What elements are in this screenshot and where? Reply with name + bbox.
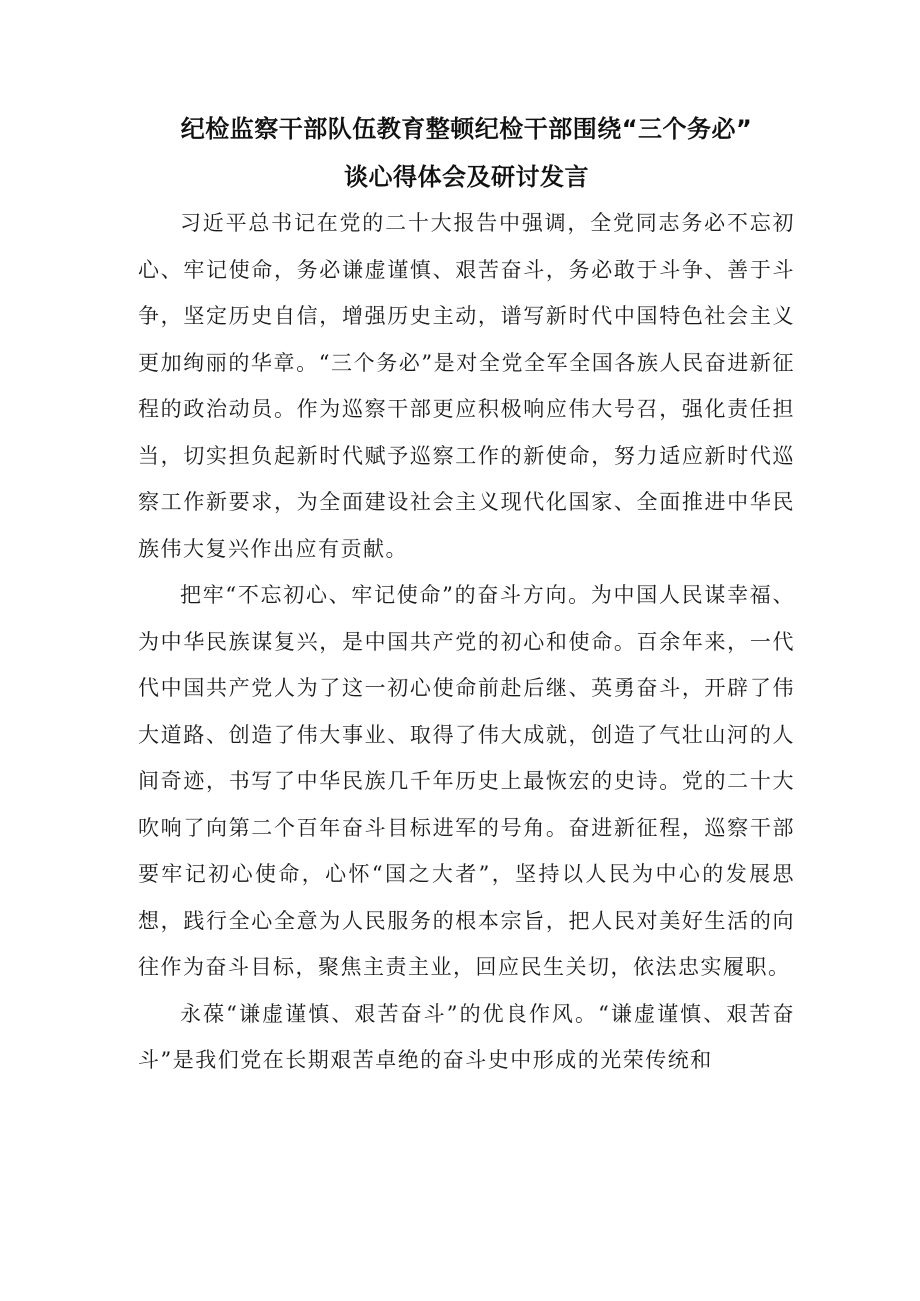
paragraph-original-mission: 把牢“不忘初心、牢记使命”的奋斗方向。为中国人民谋幸福、为中华民族谋复兴，是中国共产党的初心和使命。百余年来，一代代中国共产党人为了这一初心使命前赴后继、英勇奋斗，开辟了伟大道路、创造了伟大事业、取得了伟大成就，创造了气壮山河的人间奇迹，书写了中华民族几千年历史上最恢宏的史诗。党的二十大吹响了向第二个百年奋斗目标进军的号角。奋进新征程，巡察干部要牢记初心使命，心怀“国之大者”，坚持以人民为中心的发展思想，践行全心全意为人民服务的根本宗旨，把人民对美好生活的向往作为奋斗目标，聚焦主责主业，回应民生关切，依法忠实履职。: [138, 583, 795, 979]
paragraph-modest-prudent: 永葆“谦虚谨慎、艰苦奋斗”的优良作风。“谦虚谨慎、艰苦奋斗”是我们党在长期艰苦卓绝的奋斗史中形成的光荣传统和: [138, 1001, 795, 1072]
paragraph-intro: 习近平总书记在党的二十大报告中强调，全党同志务必不忘初心、牢记使命，务必谦虚谨慎、艰苦奋斗，务必敢于斗争、善于斗争，坚定历史自信，增强历史主动，谱写新时代中国特色社会主义更加绚丽的华章。“三个务必”是对全党全军全国各族人民奋进新征程的政治动员。作为巡察干部更应积极响应伟大号召，强化责任担当，切实担负起新时代赋予巡察工作的新使命，努力适应新时代巡察工作新要求，为全面建设社会主义现代化国家、全面推进中华民族伟大复兴作出应有贡献。: [138, 211, 795, 561]
document-body: [138, 200, 795, 1084]
document-title: [138, 108, 795, 198]
title-line-1: 纪检监察干部队伍教育整顿纪检干部围绕“三个务必”: [180, 115, 753, 143]
title-line-2: 谈心得体会及研讨发言: [344, 163, 589, 191]
